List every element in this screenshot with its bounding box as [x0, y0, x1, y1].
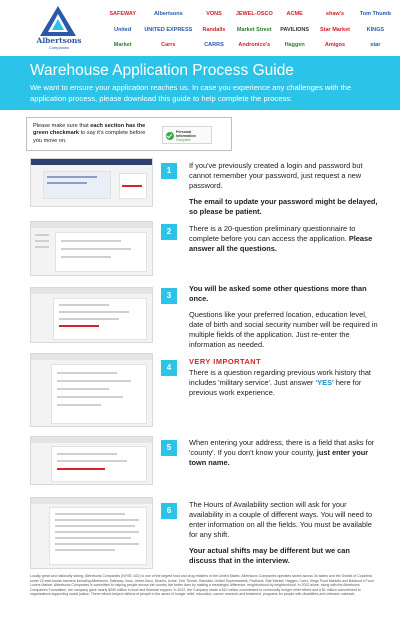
- step-1-bold: The email to update your password might be delayed, so please be patient.: [189, 197, 378, 216]
- step-6-body: The Hours of Availability section will ask for your availability in a couple of different ways. You will need to enter information on all the fields. You must be available for any shift.: [189, 500, 373, 539]
- step-5-number: 5: [161, 440, 177, 456]
- brand-logo: United: [114, 26, 132, 33]
- brand-logo: VONS: [206, 11, 222, 17]
- footer-text: Locally great and nationally strong, Albertsons Companies (NYSE: ACI) is one of the largest food and drug retailers in the United States. Albertsons Companies operates stores across 34 states and the District of Columbia under 20 well-known banners including Albertsons, Safeway, Vons, Jewel-Osco, Shaw's, Acme, Tom Thumb, Randalls, United Supermarkets, Pavilions, Star Market, Haggen, Carrs, Kings Food Markets and Balducci's Food Lovers Market. Albertsons Companies is committed to helping people across the country live better lives by making a meaningful difference, neighborhood by neighborhood. In 2022 alone, along with the Albertsons Companies Foundation, the company gave nearly $250 million in food and financial support. In 2022, the Company made a $10 million commitment to community hunger relief efforts and a $1 million commitment to organizations supporting social justice. These efforts helped millions of people in the areas of hunger relief, education, cancer research and treatment, programs for people with disabilities and veterans outreach.: [30, 574, 374, 597]
- logo-name: Albertsons: [36, 36, 82, 45]
- step-3-body: Questions like your preferred location, education level, date of birth and social security number will be required in multiple fields of the application. Just re-enter the information as needed.: [189, 310, 378, 349]
- brand-logo: ACME: [286, 11, 303, 17]
- brand-logos: [104, 8, 394, 52]
- badge-status: Complete: [176, 138, 191, 142]
- step-1-number: 1: [161, 163, 177, 179]
- step-3-screenshot: [30, 287, 153, 343]
- brand-logo: PAVILIONS: [280, 26, 310, 33]
- brand-logo: Carrs: [161, 42, 176, 49]
- step-1-body: If you've previously created a login and password but cannot remember your password, just request a new password.: [189, 161, 363, 190]
- step-4-number: 4: [161, 360, 177, 376]
- step-4-body: [189, 368, 379, 398]
- brand-logo: JEWEL-OSCO: [235, 11, 273, 17]
- instruction-part2: to say it's complete before you move on.: [33, 130, 146, 144]
- brand-logo: Albertsons: [153, 11, 183, 17]
- instruction-text: [33, 123, 153, 145]
- page-title: Warehouse Application Process Guide: [30, 62, 294, 79]
- step-3-text: [189, 284, 379, 356]
- step-3-number: 3: [161, 288, 177, 304]
- badge-label: Personal Information: [176, 130, 196, 139]
- brand-logo: shaw's: [325, 11, 345, 17]
- step-5-bold: just enter your town name.: [189, 448, 369, 467]
- instruction-bold: each section has the green checkmark: [33, 123, 146, 137]
- step-1-text: [189, 161, 379, 223]
- step-6-bold: Your actual shifts may be different but we can discuss that in the interview.: [189, 546, 350, 565]
- brand-logo: Market Street: [236, 26, 272, 33]
- step-2-body: [189, 224, 379, 254]
- brand-logo: star: [370, 42, 381, 49]
- step-6-number: 6: [161, 503, 177, 519]
- step-2-bold: Please answer all the questions.: [189, 234, 373, 253]
- banner-text: We want to ensure your application reaches us. In case you experience any challenges with the application process, please download this guide to help complete the process:: [30, 83, 352, 103]
- instruction-box: [26, 117, 232, 151]
- brand-logo: Star Market: [320, 26, 350, 33]
- step-2-body-text: There is a 20-question preliminary questionnaire to complete before you can access the application.: [189, 224, 356, 243]
- step-5-body-text: When entering your address, there is a field that asks for 'county'. If you don't know your county,: [189, 438, 375, 457]
- brand-logo: Haggen: [284, 42, 305, 49]
- step-6-text: [189, 500, 379, 572]
- brand-logo: Andronico's: [238, 42, 271, 49]
- step-5-body: [189, 438, 379, 468]
- step-6-screenshot: [30, 497, 153, 569]
- step-4-heading-wrap: [189, 357, 379, 367]
- step-4-heading: VERY IMPORTANT: [189, 357, 262, 366]
- step-5-screenshot: [30, 436, 153, 485]
- brand-logo: Randalls: [202, 26, 226, 33]
- logo-sub: Companies: [48, 45, 70, 50]
- brand-logo: SAFEWAY: [109, 11, 137, 17]
- step-3-bold: You will be asked some other questions more than once.: [189, 284, 367, 303]
- step-2-number: 2: [161, 224, 177, 240]
- brand-logo: UNITED EXPRESS: [144, 26, 193, 33]
- step-4-accent: 'YES': [315, 378, 334, 387]
- step-1-screenshot: [30, 158, 153, 207]
- step-4-body-text-2: here for previous work experience.: [189, 378, 362, 397]
- instruction-part1: Please make sure that: [33, 123, 91, 129]
- step-4-screenshot: [30, 353, 153, 427]
- brand-logo: KINGS: [366, 26, 385, 33]
- brand-logo: Amigos: [324, 42, 346, 49]
- brand-logo: CARRS: [204, 42, 224, 49]
- step-4-body-text: There is a question regarding previous work history that includes 'military service'. Just answer: [189, 368, 371, 387]
- brand-logo: Tom Thumb: [359, 11, 391, 17]
- step-4-text: [189, 357, 379, 404]
- complete-badge: [162, 126, 212, 144]
- green-checkmark-icon: [166, 132, 174, 140]
- step-5-text: [189, 438, 379, 474]
- step-2-screenshot: [30, 221, 153, 276]
- brand-logo: Market: [113, 42, 132, 49]
- step-2-text: [189, 224, 379, 260]
- brand-header: [0, 0, 400, 56]
